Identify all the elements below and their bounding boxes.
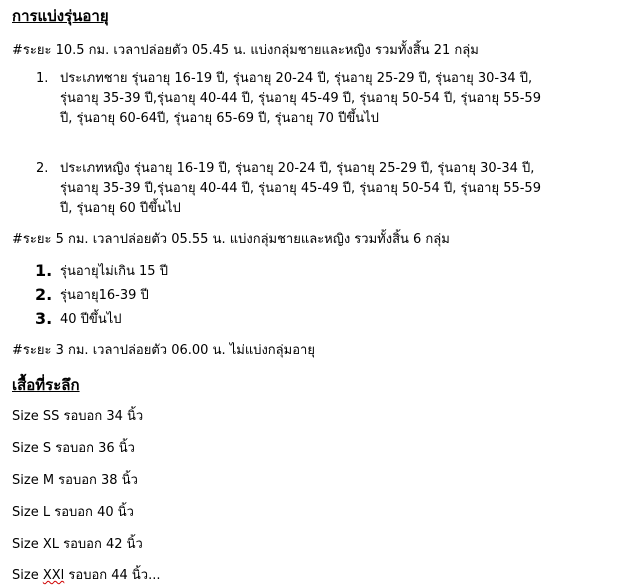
list-item <box>35 309 460 334</box>
size-code: L <box>42 505 51 520</box>
size-prefix: Size <box>12 568 43 583</box>
size-prefix: Size <box>12 441 43 456</box>
list-item-line: รุ่นอายุ 35-39 ปี,รุ่นอายุ 40-44 ปี, รุ่นอายุ 45-49 ปี, รุ่นอายุ 50-54 ปี, รุ่นอายุ 55-59 <box>60 181 541 196</box>
size-chest: รอบอก 42 นิ้ว <box>58 537 143 552</box>
list-item-number: 2. <box>36 161 49 176</box>
list-item <box>35 285 460 310</box>
shirt-size-row <box>12 501 134 522</box>
age-groups-heading: การแบ่งรุ่นอายุ <box>12 7 109 25</box>
distance-3k-info: #ระยะ 3 กม. เวลาปล่อยตัว 06.00 น. ไม่แบ่งกลุ่มอายุ <box>12 343 315 358</box>
shirt-size-row <box>12 437 135 458</box>
list-item <box>36 69 620 129</box>
size-prefix: Size <box>12 473 43 488</box>
distance-5k-info: #ระยะ 5 กม. เวลาปล่อยตัว 05.55 น. แบ่งกลุ่มชายและหญิง รวมทั้งสิ้น 6 กลุ่ม <box>12 232 450 247</box>
list-item-text: 40 ปีขึ้นไป <box>60 312 122 327</box>
list-item-number: 3. <box>35 309 53 328</box>
size-code: S <box>42 441 52 456</box>
shirt-size-row <box>12 469 138 490</box>
size-chest: รอบอก 40 นิ้ว <box>50 505 134 520</box>
size-chest: รอบอก 34 นิ้ว <box>59 409 144 424</box>
size-prefix: Size <box>12 409 43 424</box>
list-item-text: รุ่นอายุ16-39 ปี <box>60 288 149 303</box>
size-code: M <box>42 473 55 488</box>
list-item <box>35 261 460 286</box>
size-prefix: Size <box>12 505 43 520</box>
list-item-number: 1. <box>36 71 49 86</box>
shirt-size-row <box>12 564 161 585</box>
list-item-text: รุ่นอายุไม่เกิน 15 ปี <box>60 264 168 279</box>
list-item-line: ปี, รุ่นอายุ 60-64ปี, รุ่นอายุ 65-69 ปี, รุ่นอายุ 70 ปีขึ้นไป <box>60 111 379 126</box>
list-item-number: 2. <box>35 285 53 304</box>
size-chest: รอบอก 38 นิ้ว <box>54 473 138 488</box>
size-code: XL <box>42 537 59 552</box>
list-item-line: รุ่นอายุ 35-39 ปี,รุ่นอายุ 40-44 ปี, รุ่นอายุ 45-49 ปี, รุ่นอายุ 50-54 ปี, รุ่นอายุ 55-59 <box>60 91 541 106</box>
list-item-line: ประเภทชาย รุ่นอายุ 16-19 ปี, รุ่นอายุ 20-24 ปี, รุ่นอายุ 25-29 ปี, รุ่นอายุ 30-34 ปี, <box>60 71 533 86</box>
list-item-line: ปี, รุ่นอายุ 60 ปีขึ้นไป <box>60 201 181 216</box>
size-chest: รอบอก 36 นิ้ว <box>51 441 135 456</box>
distance-10k-info: #ระยะ 10.5 กม. เวลาปล่อยตัว 05.45 น. แบ่งกลุ่มชายและหญิง รวมทั้งสิ้น 21 กลุ่ม <box>12 43 479 58</box>
age-groups-10k-list <box>36 69 620 219</box>
souvenir-shirt-heading: เสื้อที่ระลึก <box>12 376 80 394</box>
size-prefix: Size <box>12 537 43 552</box>
list-item <box>36 159 620 219</box>
size-code: SS <box>42 409 60 424</box>
age-groups-5k-list <box>35 261 460 334</box>
list-item-line: ประเภทหญิง รุ่นอายุ 16-19 ปี, รุ่นอายุ 20-24 ปี, รุ่นอายุ 25-29 ปี, รุ่นอายุ 30-34 ปี, <box>60 161 535 176</box>
shirt-size-row <box>12 405 143 426</box>
size-chest: รอบอก 44 นิ้ว... <box>64 568 161 583</box>
size-code: XXl <box>42 568 65 583</box>
list-item-number: 1. <box>35 261 53 280</box>
shirt-size-row <box>12 533 143 554</box>
